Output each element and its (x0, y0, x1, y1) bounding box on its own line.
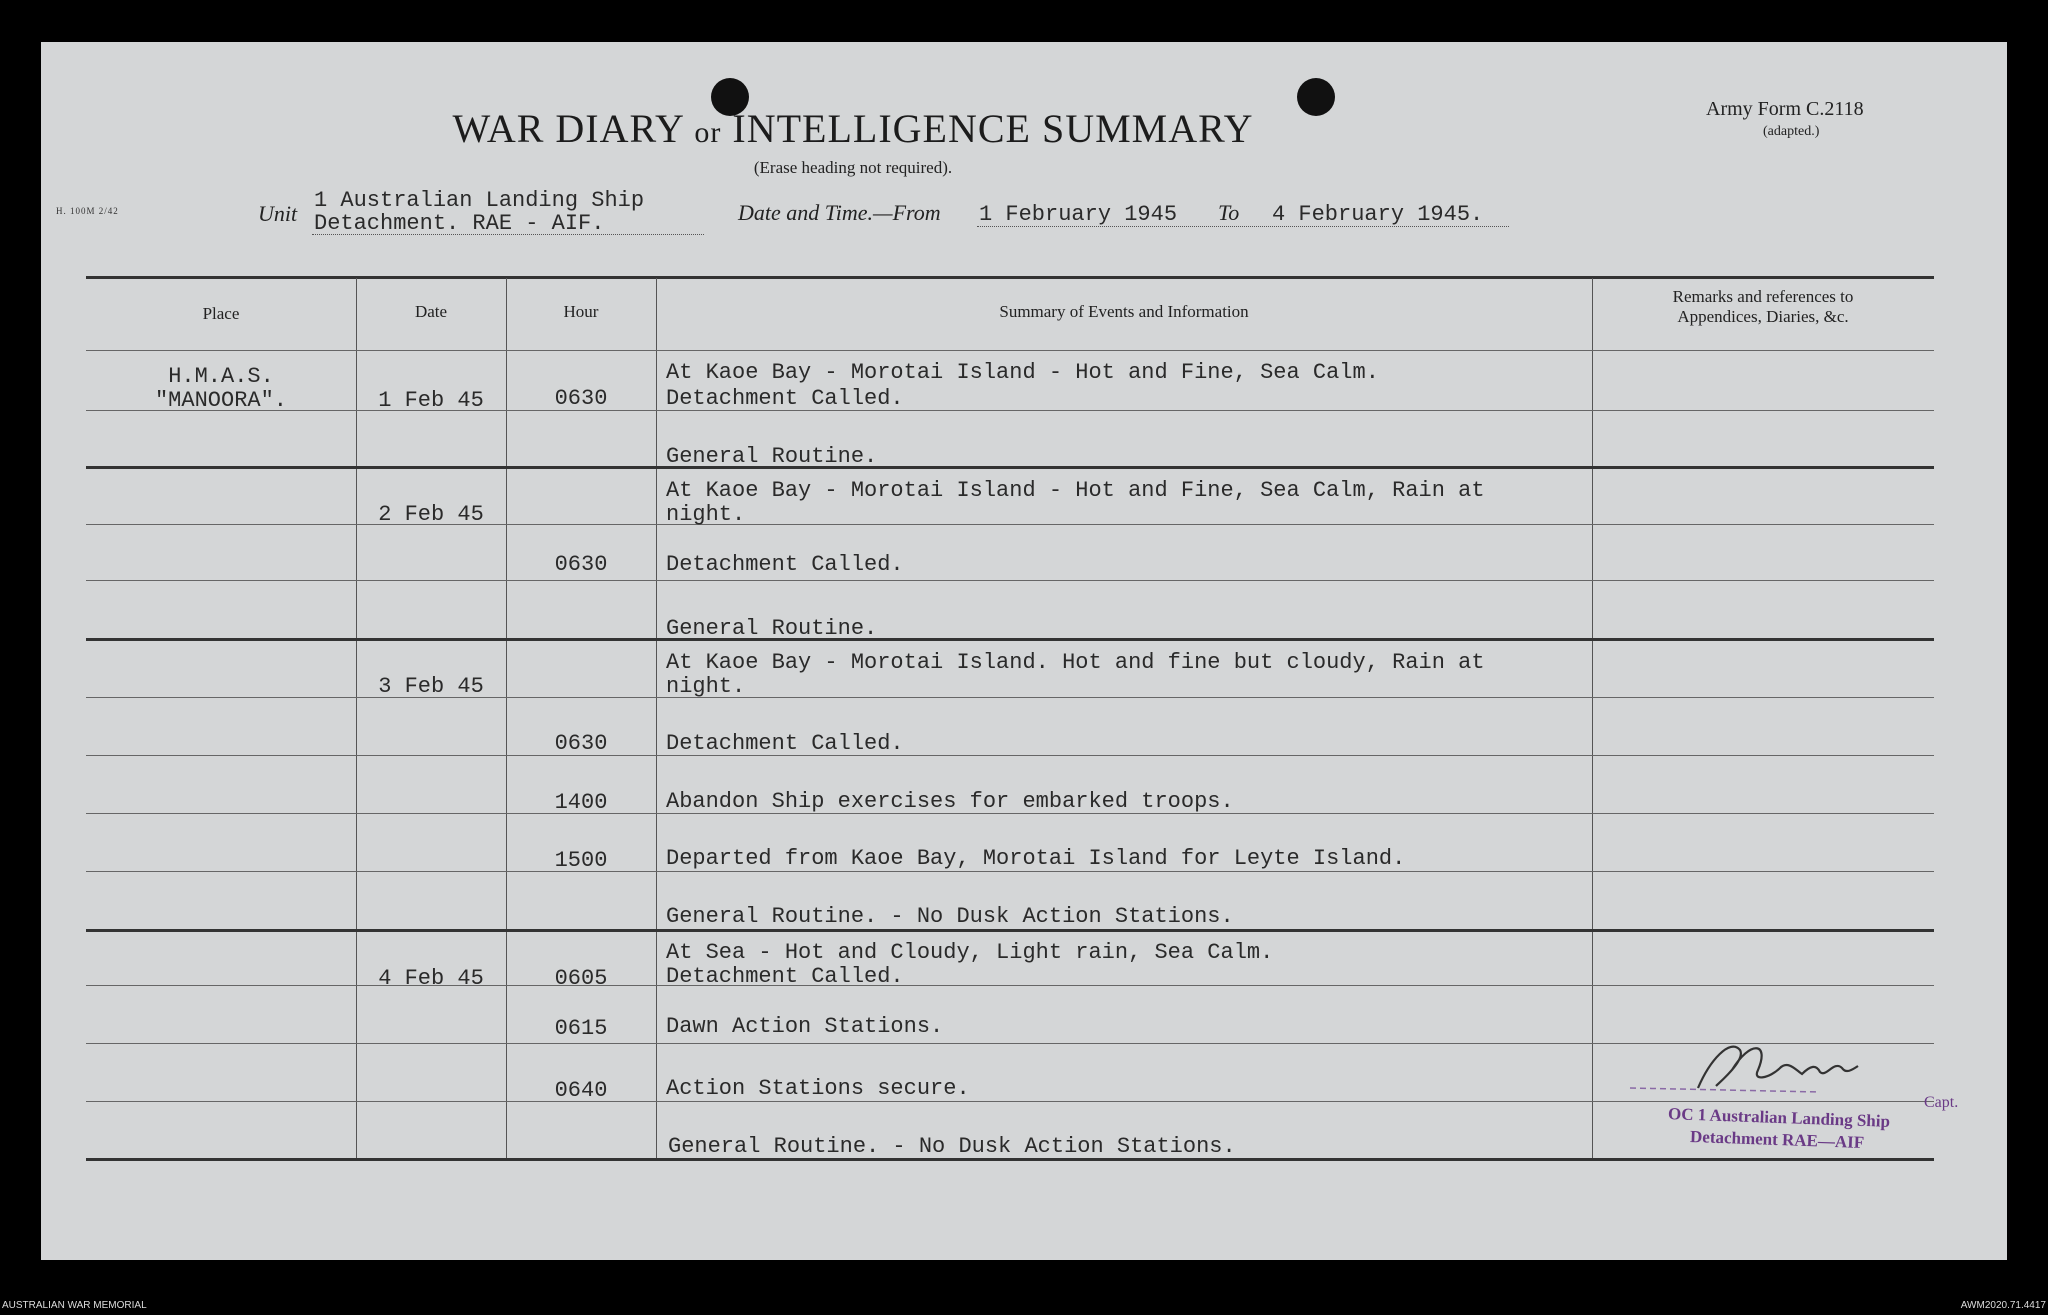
stamp-line2: Detachment RAE—AIF (1689, 1126, 1865, 1153)
table-top-rule (86, 276, 1934, 279)
entry-summary: Detachment Called. (666, 731, 904, 756)
entry-date: 2 Feb 45 (378, 502, 484, 527)
entry-hour: 1500 (554, 848, 608, 873)
entry-summary: Departed from Kaoe Bay, Morotai Island for Leyte Island. (666, 846, 1406, 871)
entry-summary: Action Stations secure. (666, 1076, 970, 1101)
title-note: (Erase heading not required). (753, 158, 953, 177)
signature (1620, 1030, 1920, 1100)
entry-hour: 0630 (554, 552, 608, 577)
entry-date: 4 Feb 45 (378, 966, 484, 991)
entry-summary: Abandon Ship exercises for embarked troops. (666, 789, 1234, 814)
header-summary: Summary of Events and Information (999, 302, 1249, 321)
unit-name-line1: 1 Australian Landing Ship (314, 188, 645, 213)
date-to: 4 February 1945. (1272, 202, 1484, 227)
place-line1: H.M.A.S. (168, 364, 274, 389)
to-label: To (1218, 200, 1240, 225)
army-form-number: Army Form C.2118 (1706, 98, 1864, 120)
entry-hour: 0630 (554, 386, 608, 411)
entry-summary: At Kaoe Bay - Morotai Island - Hot and Fine, Sea Calm. (666, 360, 1379, 385)
row-rule (86, 580, 1934, 581)
header-remarks: Remarks and references to Appendices, Diaries, &c. (1672, 287, 1854, 326)
unit-name-line2: Detachment. RAE - AIF. (314, 211, 605, 236)
entry-summary: General Routine. - No Dusk Action Stations. (666, 904, 1234, 929)
adapted-note: (adapted.) (1763, 124, 1820, 139)
date-from: 1 February 1945 (979, 202, 1178, 227)
header-hour: Hour (563, 302, 599, 321)
entry-summary: night. (666, 502, 746, 527)
entry-date: 3 Feb 45 (378, 674, 484, 699)
entry-hour: 0605 (554, 966, 608, 991)
stamp-line1: OC 1 Australian Landing Ship (1667, 1104, 1891, 1131)
form-code: H. 100M 2/42 (56, 206, 119, 216)
day-rule (86, 929, 1934, 932)
entry-summary: Dawn Action Stations. (666, 1014, 944, 1039)
entry-hour: 0640 (554, 1078, 608, 1103)
place-line2: "MANOORA". (154, 388, 288, 413)
entry-summary: Detachment Called. (666, 964, 904, 989)
page-title: WAR DIARY or INTELLIGENCE SUMMARY (452, 106, 1254, 151)
entry-summary: At Kaoe Bay - Morotai Island - Hot and Fine, Sea Calm, Rain at (666, 478, 1485, 503)
header-date: Date (414, 302, 448, 321)
entry-summary: At Kaoe Bay - Morotai Island. Hot and fine but cloudy, Rain at (666, 650, 1485, 675)
day-rule (86, 466, 1934, 469)
entry-summary: Detachment Called. (666, 386, 904, 411)
footer-right: AWM2020.71.4417 (1960, 1300, 2046, 1311)
footer-left: AUSTRALIAN WAR MEMORIAL (2, 1300, 147, 1311)
entry-date: 1 Feb 45 (378, 388, 484, 413)
date-time-label: Date and Time.—From (738, 200, 941, 225)
row-rule (86, 755, 1934, 756)
date-dotted-line (977, 226, 1509, 227)
entry-summary: General Routine. (666, 616, 878, 641)
row-rule (86, 1101, 1934, 1102)
entry-summary: General Routine. (666, 444, 878, 469)
signature-rank: Capt. (1924, 1094, 1959, 1111)
entry-summary: At Sea - Hot and Cloudy, Light rain, Sea Calm. (666, 940, 1274, 965)
entry-summary: night. (666, 674, 746, 699)
unit-label: Unit (258, 201, 298, 226)
entry-summary: General Routine. - No Dusk Action Stations. (668, 1134, 1236, 1159)
entry-hour: 0630 (554, 731, 608, 756)
unit-dotted-line (312, 234, 704, 235)
day-rule (86, 638, 1934, 641)
entry-summary: Detachment Called. (666, 552, 904, 577)
entry-hour: 1400 (554, 790, 608, 815)
entry-hour: 0615 (554, 1016, 608, 1041)
header-place: Place (202, 304, 240, 323)
row-rule (86, 350, 1934, 351)
row-rule (86, 871, 1934, 872)
